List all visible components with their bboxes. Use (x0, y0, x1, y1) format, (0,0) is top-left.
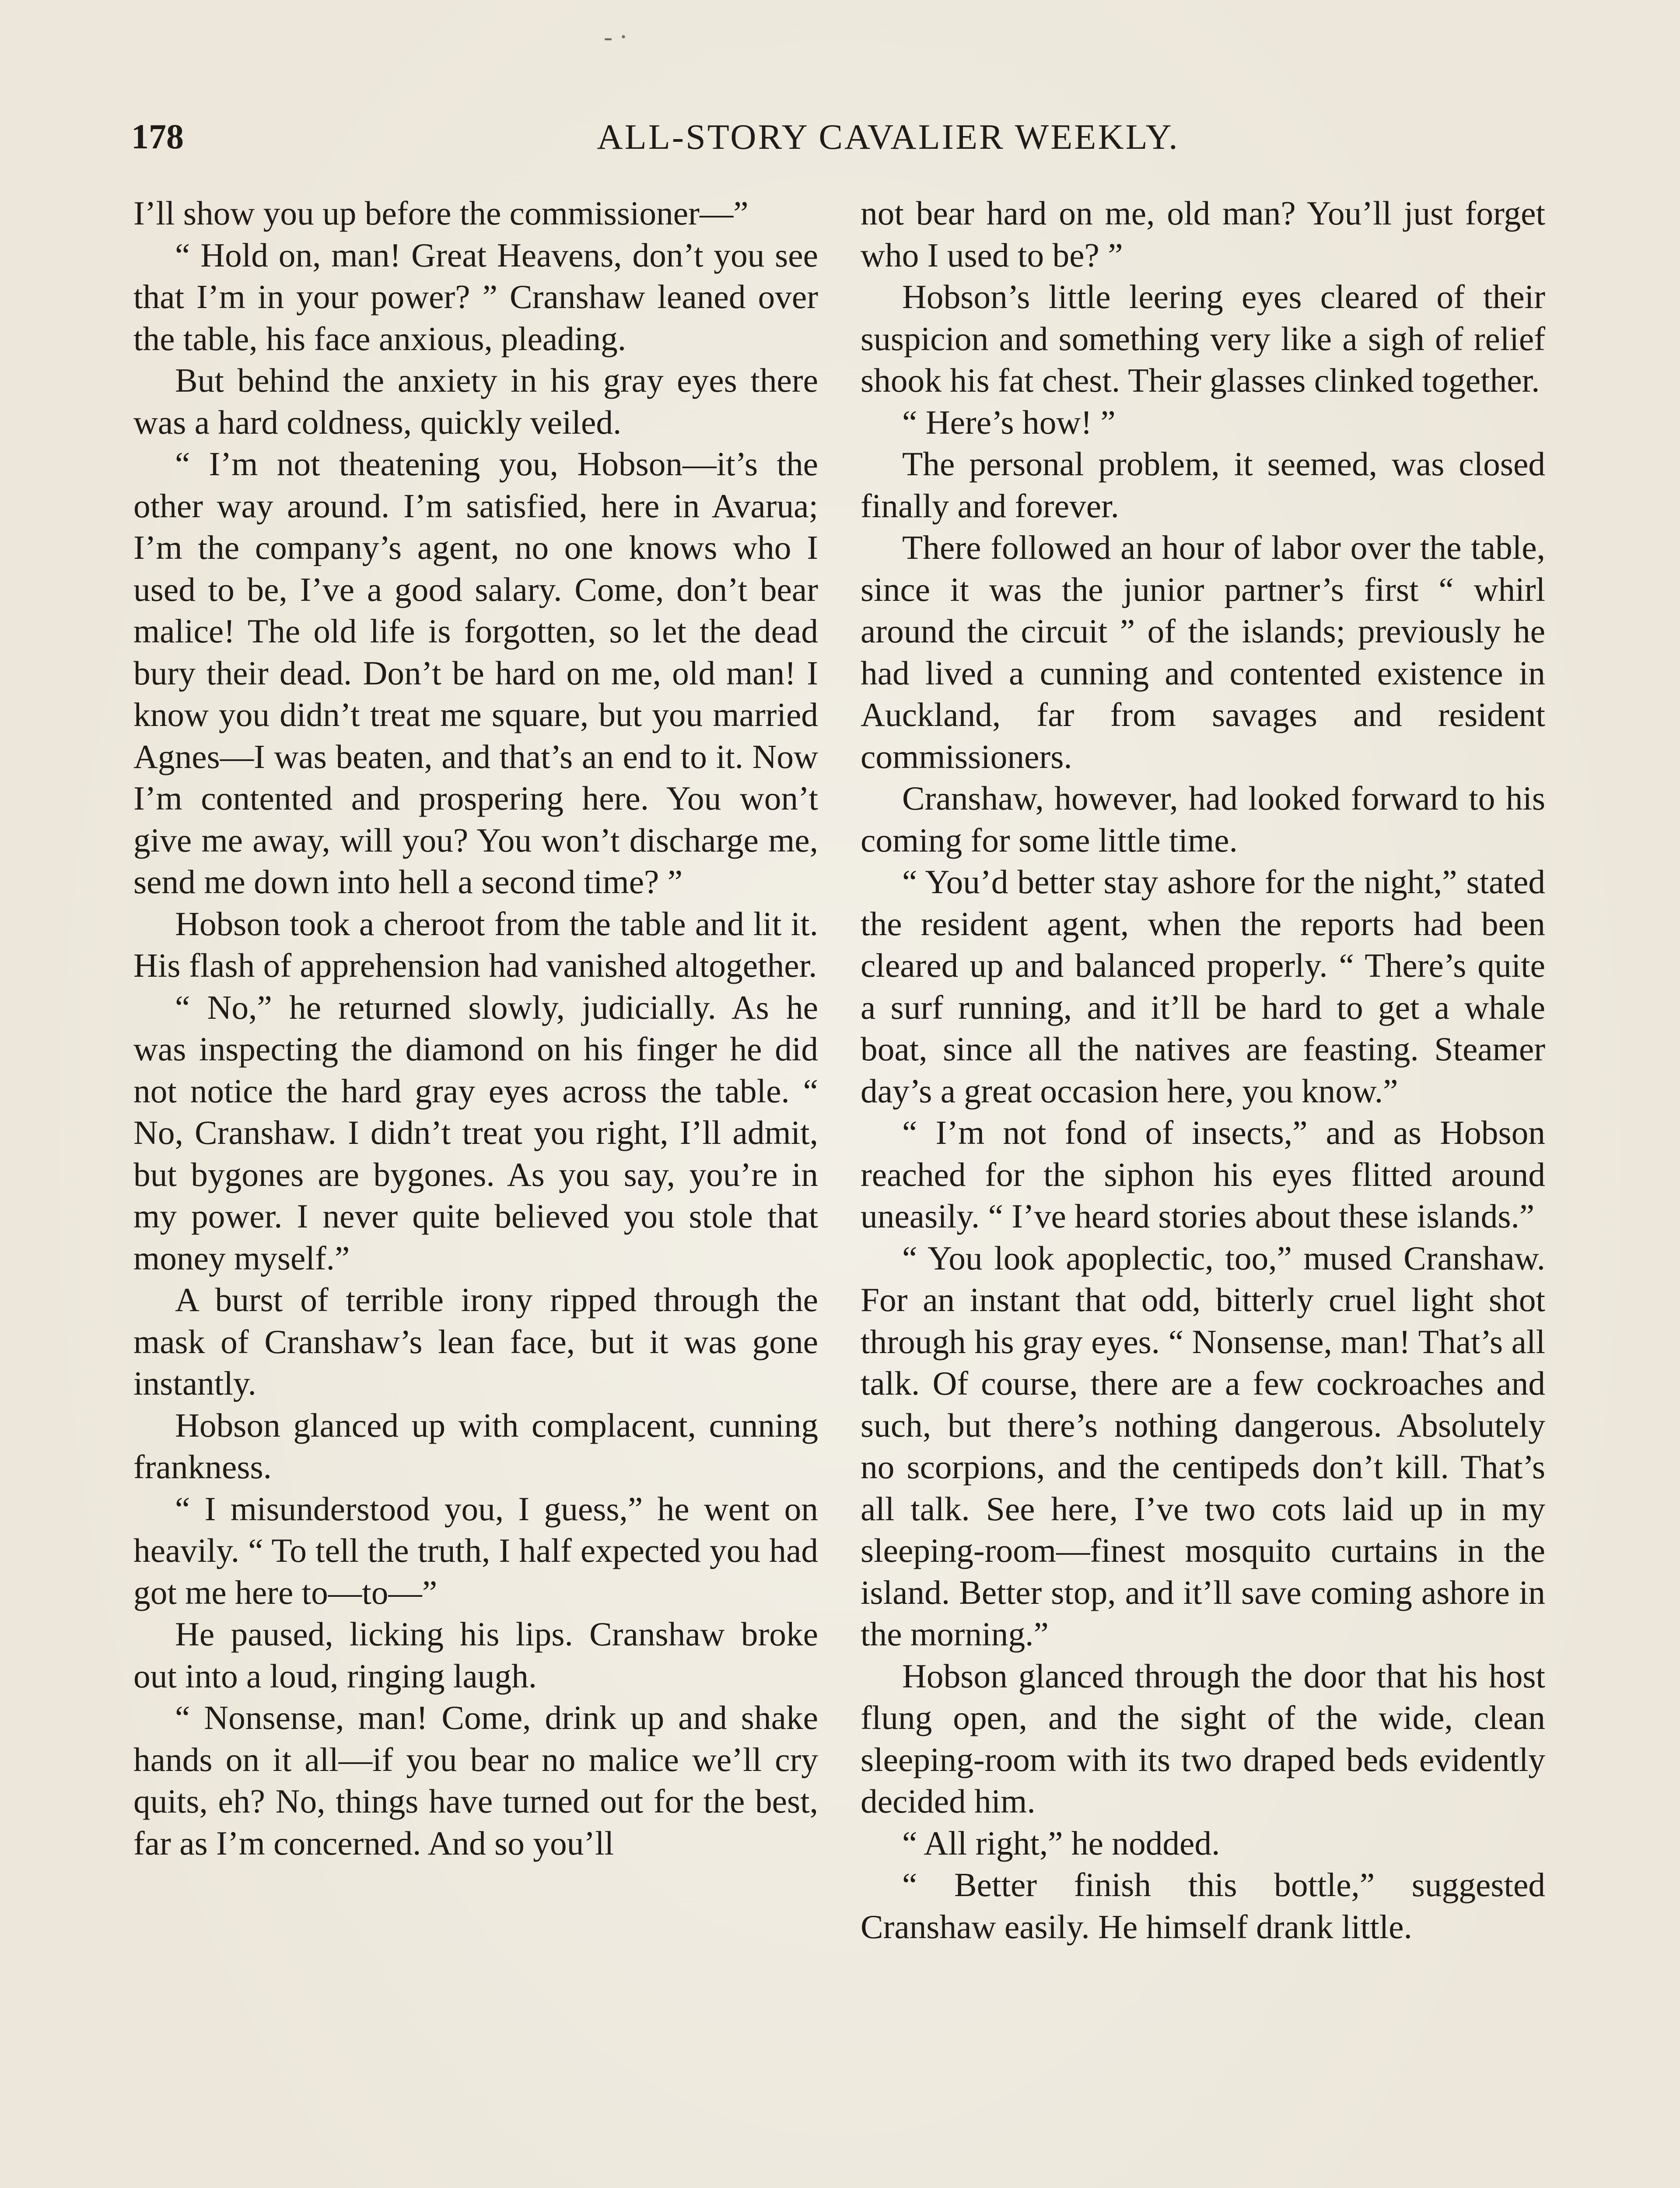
paragraph: “ I’m not fond of insects,” and as Hobson reached for the siphon his eyes flitted around uneasily. “ I’ve heard stories about these islands.” (861, 1114, 1545, 1235)
paragraph: “ Nonsense, man! Come, drink up and shake hands on it all—if you bear no malice we’ll cry quits, eh? No, things have turned out for the best, far as I’m concerned. And so you’ll (133, 1699, 818, 1862)
paragraph: Hobson took a cheroot from the table and lit it. His flash of apprehension had vanished altogether. (133, 905, 818, 984)
paragraph: Hobson’s little leering eyes cleared of their suspicion and something very like a sigh of relief shook his fat chest. Their glasses clinked together. (861, 278, 1545, 399)
top-mark: - · (604, 22, 628, 51)
paragraph: There followed an hour of labor over the table, since it was the junior partner’s first “ whirl around the circuit ” of the islands; previously he had lived a cunning and contented existence in Auckland, far from savages and resident commissioners. (861, 529, 1545, 775)
paragraph: But behind the anxiety in his gray eyes there was a hard coldness, quickly veiled. (133, 361, 818, 441)
paragraph: “ You look apoplectic, too,” mused Cranshaw. For an instant that odd, bitterly cruel light shot through his gray eyes. “ Nonsense, man! That’s all talk. Of course, there are a few cockroaches and such, but there’s nothing dangerous. Absolutely no scorpions, and the centipeds don’t kill. That’s all talk. See here, I’ve two cots laid up in my sleeping-room—finest mosquito curtains in the island. Better stop, and it’ll save coming ashore in the morning.” (861, 1239, 1545, 1653)
paragraph: Cranshaw, however, had looked forward to his coming for some little time. (861, 779, 1545, 859)
paragraph: “ I’m not theatening you, Hobson—it’s the other way around. I’m satisfied, here in Avarua; I’m the company’s agent, no one knows who I used to be, I’ve a good salary. Come, don’t bear malice! The old life is forgotten, so let the dead bury their dead. Don’t be hard on me, old man! I know you didn’t treat me square, but you married Agnes—I was beaten, and that’s an end to it. Now I’m contented and prospering here. You won’t give me away, will you? You won’t discharge me, send me down into hell a second time? ” (133, 445, 818, 901)
right-column (861, 193, 1545, 1948)
paragraph: “ No,” he returned slowly, judicially. As he was inspecting the diamond on his finger he did not notice the hard gray eyes across the table. “ No, Cranshaw. I didn’t treat you right, I’ll admit, but bygones are bygones. As you say, you’re in my power. I never quite believed you stole that money myself.” (133, 988, 818, 1277)
page-number: 178 (131, 118, 184, 156)
running-title: ALL-STORY CAVALIER WEEKLY. (597, 117, 1180, 157)
paragraph: “ Better finish this bottle,” suggested Cranshaw easily. He himself drank little. (861, 1866, 1545, 1946)
paragraph: A burst of terrible irony ripped through the mask of Cranshaw’s lean face, but it was gone instantly. (133, 1281, 818, 1402)
paragraph: The personal problem, it seemed, was closed finally and forever. (861, 445, 1545, 525)
paragraph: “ Here’s how! ” (902, 403, 1116, 441)
paragraph: Hobson glanced through the door that his host flung open, and the sight of the wide, clean sleeping-room with its two draped beds evidently decided him. (861, 1657, 1545, 1820)
paragraph: “ I misunderstood you, I guess,” he went on heavily. “ To tell the truth, I half expected you had got me here to—to—” (133, 1490, 818, 1611)
paragraph: “ All right,” he nodded. (902, 1824, 1220, 1862)
paragraph: He paused, licking his lips. Cranshaw broke out into a loud, ringing laugh. (133, 1615, 818, 1695)
paragraph: Hobson glanced up with complacent, cunning frankness. (133, 1406, 818, 1486)
paragraph: “ Hold on, man! Great Heavens, don’t you see that I’m in your power? ” Cranshaw leaned over the table, his face anxious, pleading. (133, 236, 818, 358)
page-header (131, 113, 1558, 161)
left-column (133, 193, 818, 1864)
paragraph: not bear hard on me, old man? You’ll just forget who I used to be? ” (861, 194, 1545, 274)
paragraph: “ You’d better stay ashore for the night,” stated the resident agent, when the reports had been cleared up and balanced properly. “ There’s quite a surf running, and it’ll be hard to get a whale boat, since all the natives are feasting. Steamer day’s a great occasion here, you know.” (861, 863, 1545, 1110)
paragraph: I’ll show you up before the commissioner—” (133, 194, 749, 232)
